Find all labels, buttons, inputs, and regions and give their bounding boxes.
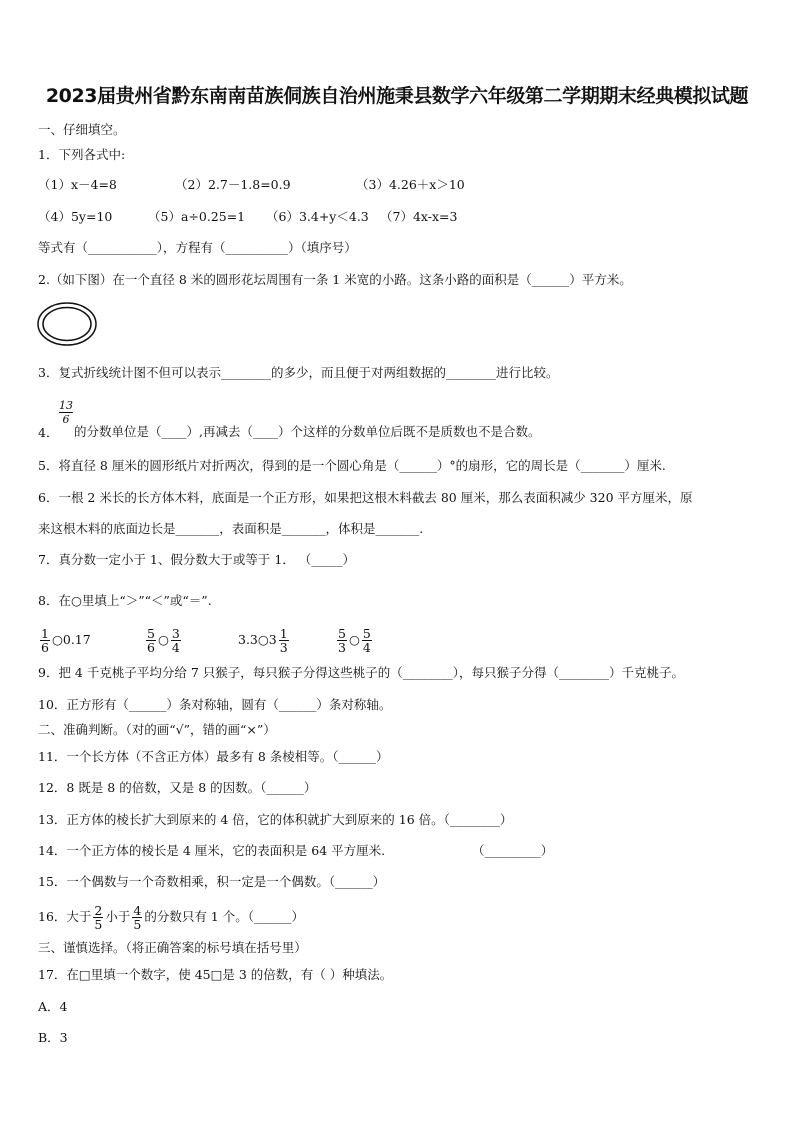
page-title: 2023届贵州省黔东南南苗族侗族自治州施秉县数学六年级第二学期期末经典模拟试题 bbox=[45, 85, 749, 107]
q1-item-5: （5）a÷0.25=1 bbox=[148, 209, 246, 224]
q8-stem: 8．在○里填上“＞”“＜”或“＝”. bbox=[38, 593, 212, 608]
q1-item-3: （3）4.26＋x＞10 bbox=[356, 177, 465, 192]
q8-e2a-numerator: 5 bbox=[147, 626, 155, 641]
q16-frac2-denominator: 5 bbox=[133, 917, 142, 932]
q4-text: 的分数单位是（____）,再减去（____）个这样的分数单位后既不是质数也不是合数。 bbox=[74, 424, 541, 439]
q8-expression-1 bbox=[38, 620, 91, 660]
q4-fraction bbox=[59, 399, 73, 426]
q1-item-2: （2）2.7－1.8=0.9 bbox=[175, 177, 291, 192]
q16-frac2-numerator: 4 bbox=[133, 903, 142, 918]
q1-item-6: （6）3.4+y＜4.3 bbox=[266, 209, 369, 224]
q9-text: 9．把 4 千克桃子平均分给 7 只猴子，每只猴子分得这些桃子的（________），每只猴子分得（________）千克桃子。 bbox=[38, 665, 685, 680]
q8-e2a-denominator: 6 bbox=[147, 640, 155, 655]
q3-text: 3．复式折线统计图不但可以表示________的多少，而且便于对两组数据的________进行比较。 bbox=[38, 365, 559, 380]
q8-e1-denominator: 6 bbox=[41, 640, 49, 655]
q8-e2b-denominator: 4 bbox=[171, 640, 180, 655]
q16-frac1-denominator: 5 bbox=[94, 917, 103, 932]
q8-e4a-denominator: 3 bbox=[338, 640, 346, 655]
q16-text bbox=[38, 897, 304, 937]
q1-answer: 等式有（___________），方程有（__________）（填序号） bbox=[38, 240, 357, 255]
inner-circle bbox=[43, 308, 91, 341]
q4-fraction-denominator: 6 bbox=[62, 413, 70, 426]
q5-text: 5．将直径 8 厘米的圆形纸片对折两次，得到的是一个圆心角是（______）°的扇形，它的周长是（_______）厘米. bbox=[38, 458, 666, 473]
q16-middle: 小于 bbox=[105, 909, 131, 924]
q8-e4b-numerator: 5 bbox=[362, 626, 371, 641]
q8-e2-circle: ○ bbox=[157, 632, 169, 647]
q4-number: 4． bbox=[38, 425, 59, 440]
q1-item-1: （1）x－4=8 bbox=[38, 177, 117, 192]
q2-text: 2.（如下图）在一个直径 8 米的圆形花坛周围有一条 1 米宽的小路。这条小路的面积是（______）平方米。 bbox=[38, 272, 632, 287]
q14-blank: （_________） bbox=[472, 843, 554, 858]
q16-frac1-numerator: 2 bbox=[94, 903, 103, 918]
q10-text: 10．正方形有（______）条对称轴，圆有（______）条对称轴。 bbox=[38, 697, 392, 712]
section-1-heading: 一、仔细填空。 bbox=[38, 122, 126, 137]
q14-text: 14．一个正方体的棱长是 4 厘米，它的表面积是 64 平方厘米. bbox=[38, 843, 386, 858]
section-2-heading: 二、准确判断。（对的画“√”，错的画“×”） bbox=[38, 722, 276, 737]
q6-text-line2: 来这根木料的底面边长是_______，表面积是_______，体积是_______. bbox=[38, 521, 424, 536]
q8-expression-2 bbox=[144, 620, 183, 660]
q15-text: 15．一个偶数与一个奇数相乘，积一定是一个偶数。（______） bbox=[38, 874, 386, 889]
q1-item-7: （7）4x-x=3 bbox=[380, 209, 458, 224]
ring-path-figure bbox=[36, 301, 98, 347]
q8-e1-rest: ○0.17 bbox=[51, 632, 91, 647]
q8-e3-denominator: 3 bbox=[279, 640, 288, 655]
q17-option-a: A．4 bbox=[38, 999, 68, 1014]
q11-text: 11．一个长方体（不含正方体）最多有 8 条棱相等。（______） bbox=[38, 749, 389, 764]
section-3-heading: 三、谨慎选择。（将正确答案的标号填在括号里） bbox=[38, 940, 307, 955]
q8-e4-circle: ○ bbox=[348, 632, 360, 647]
q12-text: 12．8 既是 8 的倍数，又是 8 的因数。（______） bbox=[38, 780, 317, 795]
q8-expression-3 bbox=[238, 620, 291, 660]
q8-expression-4 bbox=[335, 620, 374, 660]
q1-stem: 1．下列各式中: bbox=[38, 147, 126, 162]
outer-circle bbox=[38, 303, 96, 345]
q8-e4b-denominator: 4 bbox=[362, 640, 371, 655]
q17-text: 17．在□里填一个数字，使 45□是 3 的倍数，有（ ）种填法。 bbox=[38, 967, 393, 982]
q8-e4a-numerator: 5 bbox=[338, 626, 346, 641]
q8-e3-numerator: 1 bbox=[279, 626, 288, 641]
q17-option-b: B．3 bbox=[38, 1030, 68, 1045]
q16-prefix: 16．大于 bbox=[38, 909, 92, 924]
q16-suffix: 的分数只有 1 个。（______） bbox=[144, 909, 304, 924]
q8-e1-numerator: 1 bbox=[41, 626, 49, 641]
q1-item-4: （4）5y=10 bbox=[38, 209, 113, 224]
q7-text: 7．真分数一定小于 1、假分数大于或等于 1． （_____） bbox=[38, 552, 356, 567]
q13-text: 13．正方体的棱长扩大到原来的 4 倍，它的体积就扩大到原来的 16 倍。（________） bbox=[38, 812, 513, 827]
q8-e2b-numerator: 3 bbox=[171, 626, 180, 641]
q8-e3-left: 3.3○3 bbox=[238, 632, 277, 647]
q6-text-line1: 6．一根 2 米长的长方体木料，底面是一个正方形，如果把这根木料截去 80 厘米，那么表面积减少 320 平方厘米，原 bbox=[38, 490, 693, 505]
q4-fraction-numerator: 13 bbox=[59, 399, 73, 412]
